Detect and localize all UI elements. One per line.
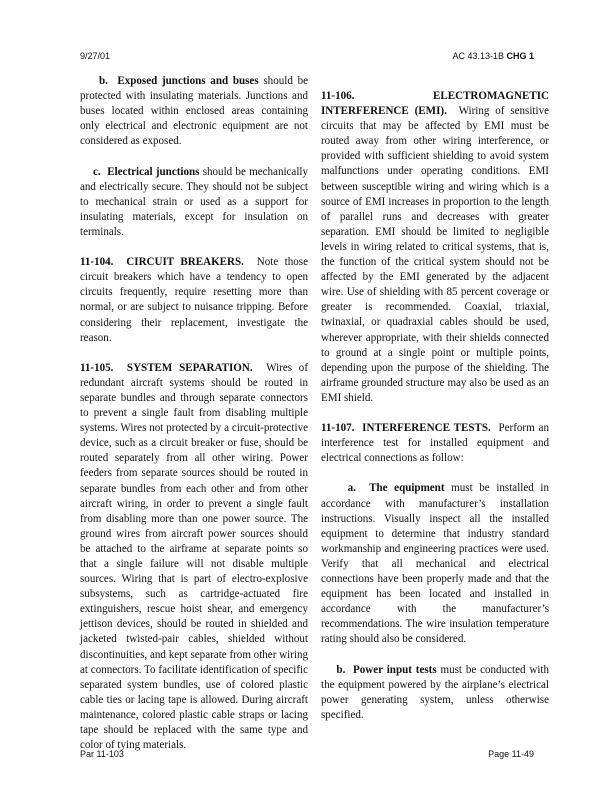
header-doc-number: AC 43.13-1B [452,51,504,61]
paragraph-text: should be mechanically and electrically secure. They should not be subject to mechanical strain or used as a support for insulating materials, except for insulation on terminals. [80,165,308,238]
paragraph-lead: b. Power input tests [336,663,437,676]
paragraph-exposed-junctions [80,74,308,149]
paragraph-text: should be protected with insulating materials. Junctions and buses located within enclosed areas containing only electrical and electronic equipment are not considered as exposed. [80,75,309,148]
paragraph-text: Note those circuit breakers which have a tendency to open circuits frequently, require resetting more than normal, or are subject to nuisance tripping. Before considering their replacement, investigate the reason. [80,256,308,344]
section-11-104-circuit-breakers [80,255,308,346]
paragraph-text: Perform an interference test for installed equipment and electrical connections as follow: [321,422,549,465]
section-heading: 11-106. ELECTROMAGNETIC INTERFERENCE (EMI). [321,90,549,118]
section-heading: 11-104. CIRCUIT BREAKERS. [80,256,244,269]
right-column [321,74,549,738]
paragraph-power-input-tests [321,663,549,723]
paragraph-text: must be installed in accordance with manufacturer’s installation instructions. Visually inspect all the installed equipment to determine that industry standard workmanship and engineering practices were used. Verify that all mechanical and electrical connections have been properly made and that the equipment has been located and installed in accordance with the manufacturer’s recommendations. The wire insulation temperature rating should also be considered. [321,482,550,646]
header-change: CHG 1 [506,51,534,61]
section-heading: 11-107. INTERFERENCE TESTS. [321,422,491,435]
paragraph-the-equipment [321,481,549,647]
section-11-107-interference-tests [321,421,549,466]
header-doc-id [452,51,534,62]
paragraph-lead: c. Electrical junctions [93,165,200,178]
paragraph-lead: a. The equipment [347,482,445,495]
paragraph-text: must be conducted with the equipment powered by the airplane’s electrical power generating system, unless otherwise specified. [321,663,549,721]
header-date: 9/27/01 [80,51,111,61]
section-11-106-emi [321,89,549,406]
section-11-105-system-separation [80,361,308,753]
footer-page-number: Page 11-49 [488,749,534,759]
paragraph-text: Wiring of sensitive circuits that may be affected by EMI must be routed away from other wiring interference, or provided with sufficient shielding to avoid system malfunctions under operating conditions. EMI between susceptible wiring and wiring which is a source of EMI increases in proportion to the length of parallel runs and decreases with greater separation. EMI should be limited to negligible levels in wiring related to critical systems, that is, the function of the critical system should not be affected by the EMI generated by the adjacent wire. Use of shielding with 85 percent coverage or greater is recommended. Coaxial, triaxial, twinaxial, or quadraxial cables should be used, wherever appropriate, with their shields connected to ground at a single point or multiple points, depending upon the purpose of the shielding. The airframe grounded structure may also be used as an EMI shield. [321,105,549,404]
paragraph-text: Wires of redundant aircraft systems should be routed in separate bundles and through separate connectors to prevent a single fault from disabling multiple systems. Wires not protected by a circuit-protective device, such as a circuit breaker or fuse, should be routed separately from all other wiring. Power feeders from separate sources should be routed in separate bundles from each other and from other aircraft wiring, in order to prevent a single fault from disabling more than one power source. The ground wires from aircraft power sources should be attached to the airframe at separate points so that a single failure will not disable multiple sources. Wiring that is part of electro-explosive subsystems, such as cartridge-actuated fire extinguishers, rescue hoist shear, and emergency jettison devices, should be routed in shielded and jacketed twisted-pair cables, shielded without discontinuities, and kept separate from other wiring at connectors. To facilitate identification of specific separated system bundles, use of colored plastic cable ties or lacing tape is allowed. During aircraft maintenance, colored plastic cable straps or lacing tape should be replaced with the same type and color of tying materials. [80,361,309,752]
left-column [80,74,308,768]
paragraph-electrical-junctions [80,165,308,240]
footer-paragraph-ref: Par 11-103 [80,749,124,759]
section-heading: 11-105. SYSTEM SEPARATION. [80,361,253,374]
paragraph-lead: b. Exposed junctions and buses [98,75,259,87]
